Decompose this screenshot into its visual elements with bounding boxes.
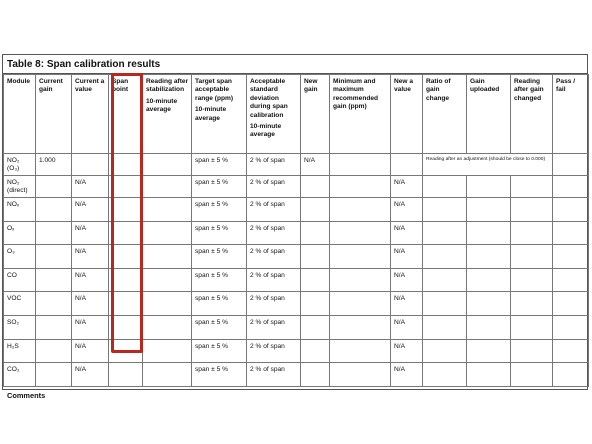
table-cell [109, 339, 143, 363]
table-cell [467, 315, 511, 339]
table-cell: 2 % of span [247, 221, 301, 245]
table-cell [391, 154, 423, 176]
table-row [4, 363, 589, 387]
table-cell: span ± 5 % [192, 176, 247, 198]
table-cell [330, 198, 391, 222]
table-cell [36, 268, 72, 292]
header-cell: Ratio of gain change [423, 75, 467, 154]
table-cell [330, 221, 391, 245]
table-cell [36, 221, 72, 245]
header-cell-span-point: Span point [109, 75, 143, 154]
table-row [4, 315, 589, 339]
table-cell: 2 % of span [247, 339, 301, 363]
table-cell [330, 268, 391, 292]
table-cell [511, 292, 553, 316]
module-cell: Oₓ [4, 221, 36, 245]
table-row [4, 198, 589, 222]
header-cell: Current gain [36, 75, 72, 154]
table-cell [423, 339, 467, 363]
table-cell: N/A [72, 176, 109, 198]
table-cell [553, 221, 589, 245]
table-cell [553, 176, 589, 198]
table-cell: 2 % of span [247, 154, 301, 176]
table-cell: N/A [391, 245, 423, 269]
table-cell: N/A [72, 221, 109, 245]
table-cell [143, 363, 192, 387]
module-cell: SO₂ [4, 315, 36, 339]
table-cell [511, 363, 553, 387]
table-cell: 2 % of span [247, 176, 301, 198]
module-cell: NOₓ [4, 198, 36, 222]
table-cell: N/A [391, 292, 423, 316]
table-row [4, 245, 589, 269]
table-cell [109, 292, 143, 316]
table-cell: N/A [72, 339, 109, 363]
table-cell: N/A [391, 221, 423, 245]
table-cell [330, 292, 391, 316]
header-cell: Target span acceptable range (ppm) 10-minute average [192, 75, 247, 154]
table-cell: span ± 5 % [192, 154, 247, 176]
table-cell [109, 198, 143, 222]
table-cell [301, 315, 330, 339]
header-row [4, 75, 589, 154]
calibration-sheet [2, 54, 588, 400]
table-row [4, 292, 589, 316]
table-cell [301, 292, 330, 316]
table-cell [143, 154, 192, 176]
table-cell: N/A [301, 154, 330, 176]
table-cell: span ± 5 % [192, 363, 247, 387]
table-cell [36, 245, 72, 269]
table-cell [553, 198, 589, 222]
table-cell [301, 198, 330, 222]
table-cell [553, 245, 589, 269]
table-cell [511, 339, 553, 363]
table-cell [109, 154, 143, 176]
table-cell [423, 198, 467, 222]
table-cell [467, 176, 511, 198]
table-row [4, 268, 589, 292]
table-cell [511, 315, 553, 339]
table-cell [330, 176, 391, 198]
table-title: Table 8: Span calibration results [3, 55, 587, 74]
table-cell [423, 363, 467, 387]
table-cell: N/A [391, 315, 423, 339]
table-cell [467, 221, 511, 245]
table-cell [423, 176, 467, 198]
table-cell [553, 154, 589, 176]
table-cell [330, 154, 391, 176]
table-cell [423, 292, 467, 316]
table-cell: 2 % of span [247, 268, 301, 292]
table-row [4, 154, 589, 176]
table-cell: N/A [391, 363, 423, 387]
comments-label: Comments [7, 390, 46, 400]
table-cell [467, 363, 511, 387]
header-cell: Reading after gain changed [511, 75, 553, 154]
table-cell: N/A [72, 363, 109, 387]
table-cell [109, 268, 143, 292]
table-cell: 2 % of span [247, 292, 301, 316]
table-cell [109, 363, 143, 387]
table-cell [301, 363, 330, 387]
module-cell: NO₂ (O₃) [4, 154, 36, 176]
table-cell: N/A [72, 245, 109, 269]
table-cell [72, 154, 109, 176]
module-cell: O₃ [4, 245, 36, 269]
table-cell [511, 268, 553, 292]
table-cell [467, 339, 511, 363]
table-cell [511, 245, 553, 269]
table-cell [301, 176, 330, 198]
table-cell [301, 339, 330, 363]
module-cell: CO₂ [4, 363, 36, 387]
table-cell: span ± 5 % [192, 315, 247, 339]
table-cell [143, 339, 192, 363]
header-cell: Minimum and maximum recommended gain (ppm) [330, 75, 391, 154]
table-cell: span ± 5 % [192, 198, 247, 222]
table-cell [467, 268, 511, 292]
table-cell [511, 198, 553, 222]
table-cell [143, 268, 192, 292]
table-cell [143, 292, 192, 316]
table-cell [467, 245, 511, 269]
table-row [4, 221, 589, 245]
table-cell: 1.000 [36, 154, 72, 176]
table-cell [330, 315, 391, 339]
header-cell: Gain uploaded [467, 75, 511, 154]
table-cell [423, 245, 467, 269]
table-cell: N/A [72, 292, 109, 316]
header-cell: Reading after stabilization 10-minute average [143, 75, 192, 154]
table-cell [553, 363, 589, 387]
table-cell [36, 176, 72, 198]
table-cell [36, 292, 72, 316]
table-cell [143, 198, 192, 222]
table-cell [553, 339, 589, 363]
table-cell [36, 198, 72, 222]
table-cell [143, 176, 192, 198]
table-cell [330, 245, 391, 269]
table-row [4, 176, 589, 198]
table-cell: N/A [72, 268, 109, 292]
table-cell [109, 315, 143, 339]
table-cell [423, 221, 467, 245]
header-cell: New a value [391, 75, 423, 154]
table-cell [301, 268, 330, 292]
header-cell: Current a value [72, 75, 109, 154]
span-calibration-table [3, 74, 589, 387]
table-cell: span ± 5 % [192, 339, 247, 363]
table-cell: Reading after an adjustment (should be close to 0.000) [423, 154, 553, 176]
table-cell [330, 363, 391, 387]
table-cell: N/A [391, 176, 423, 198]
table-cell: N/A [72, 315, 109, 339]
table-cell: 2 % of span [247, 363, 301, 387]
table-cell [553, 268, 589, 292]
table-cell: span ± 5 % [192, 268, 247, 292]
header-cell: Acceptable standard deviation during span calibration 10-minute average [247, 75, 301, 154]
module-cell: NO₂ (direct) [4, 176, 36, 198]
table-cell [511, 221, 553, 245]
table-cell: 2 % of span [247, 245, 301, 269]
table-cell: span ± 5 % [192, 292, 247, 316]
table-cell [36, 363, 72, 387]
table-cell [109, 221, 143, 245]
table-cell [143, 315, 192, 339]
table-cell [423, 268, 467, 292]
table-cell: span ± 5 % [192, 221, 247, 245]
table-cell [109, 176, 143, 198]
table-cell [511, 176, 553, 198]
module-cell: CO [4, 268, 36, 292]
table-cell [467, 292, 511, 316]
table-cell: N/A [72, 198, 109, 222]
table-cell: 2 % of span [247, 198, 301, 222]
table-cell: span ± 5 % [192, 245, 247, 269]
table-cell [143, 245, 192, 269]
table-cell [36, 315, 72, 339]
table-cell [143, 221, 192, 245]
module-cell: H₂S [4, 339, 36, 363]
table-cell [301, 245, 330, 269]
table-cell: N/A [391, 339, 423, 363]
table-cell: N/A [391, 268, 423, 292]
table-cell [301, 221, 330, 245]
table-cell [553, 292, 589, 316]
table-cell [36, 339, 72, 363]
table-cell [330, 339, 391, 363]
table-cell [553, 315, 589, 339]
table-cell: N/A [391, 198, 423, 222]
table-cell [467, 198, 511, 222]
table-cell [109, 245, 143, 269]
table-cell: 2 % of span [247, 315, 301, 339]
header-cell: Pass / fail [553, 75, 589, 154]
header-cell: Module [4, 75, 36, 154]
module-cell: VOC [4, 292, 36, 316]
table-row [4, 339, 589, 363]
header-cell: New gain [301, 75, 330, 154]
table-cell [423, 315, 467, 339]
